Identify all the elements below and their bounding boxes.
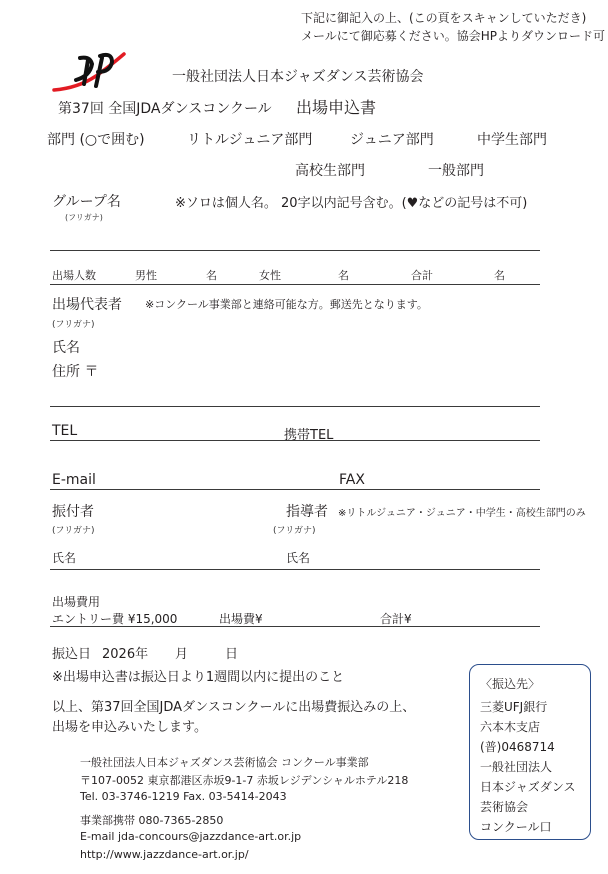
division-option-junior[interactable]: ジュニア部門 <box>350 132 434 148</box>
transfer-date-label: 振込日 <box>52 647 92 662</box>
count-female-label: 女性 <box>259 269 281 282</box>
representative-note: ※コンクール事業部と連絡可能な方。郵送先となります。 <box>145 298 428 311</box>
contest-name: 第37回 全国JDAダンスコンクール <box>58 101 272 117</box>
instructor-name-label: 氏名 <box>286 551 311 565</box>
division-option-little-junior[interactable]: リトルジュニア部門 <box>187 132 313 148</box>
group-name-furigana: (フリガナ) <box>65 213 103 222</box>
fax-label: FAX <box>339 472 365 488</box>
count-male-label: 男性 <box>135 269 157 282</box>
contact-url[interactable]: http://www.jazzdance-art.or.jp/ <box>80 848 249 861</box>
contact-org: 一般社団法人日本ジャズダンス芸術協会 コンクール事業部 <box>80 756 369 769</box>
instruction-note-line1: 下記に御記入の上、(この頁をスキャンしていただき) <box>301 11 587 25</box>
count-total-unit: 名 <box>494 269 505 282</box>
address-line[interactable] <box>50 406 540 407</box>
bank-line: 芸術協会 <box>480 800 529 814</box>
declaration-line2: 出場を申込みいたします。 <box>52 720 207 735</box>
count-label: 出場人数 <box>52 269 96 282</box>
transfer-day: 日 <box>225 647 239 662</box>
count-male-unit: 名 <box>206 269 217 282</box>
contact-address: 〒107-0052 東京都港区赤坂9-1-7 赤坂レジデンシャルホテル218 <box>80 774 409 787</box>
division-option-high-school[interactable]: 高校生部門 <box>295 163 365 179</box>
tel-line[interactable] <box>50 440 540 441</box>
count-female-unit: 名 <box>338 269 349 282</box>
division-label: 部門 (○で囲む) <box>47 132 145 148</box>
tel-label: TEL <box>52 423 78 439</box>
jda-logo <box>50 50 130 94</box>
mobile-tel-label: 携帯TEL <box>284 428 334 443</box>
bank-line: 一般社団法人 <box>480 760 553 774</box>
representative-label: 出場代表者 <box>52 297 122 313</box>
bank-title: 〈振込先〉 <box>480 677 541 691</box>
group-name-note: ※ソロは個人名。 20字以内記号含む。(♥などの記号は不可) <box>175 196 528 211</box>
contact-mobile: 事業部携帯 080-7365-2850 <box>80 814 224 827</box>
bank-line: 六本木支店 <box>480 720 541 734</box>
count-line[interactable] <box>50 284 540 285</box>
deadline-note: ※出場申込書は振込日より1週間以内に提出のこと <box>52 670 345 685</box>
group-name-label: グループ名 <box>52 194 121 210</box>
division-option-general[interactable]: 一般部門 <box>428 163 484 179</box>
count-total-label: 合計 <box>411 269 433 282</box>
representative-name-label: 氏名 <box>52 340 80 356</box>
address-label: 住所 〒 <box>52 364 99 380</box>
names-line[interactable] <box>50 569 540 570</box>
instruction-note-line2: メールにて御応募ください。協会HPよりダウンロード可 <box>301 29 606 43</box>
participation-fee-label: 出場費¥ <box>219 612 263 626</box>
email-line[interactable] <box>50 489 540 490</box>
bank-line: 日本ジャズダンス <box>480 780 576 794</box>
bank-line: 三菱UFJ銀行 <box>480 700 548 714</box>
fee-label: 出場費用 <box>52 595 101 609</box>
representative-furigana: (フリガナ) <box>52 320 95 330</box>
fee-line[interactable] <box>50 626 540 627</box>
bank-line: コンクール口 <box>480 820 552 834</box>
fee-total-label: 合計¥ <box>380 612 412 626</box>
choreographer-name-label: 氏名 <box>52 551 77 565</box>
transfer-year: 2026年 <box>102 647 149 662</box>
choreographer-label: 振付者 <box>52 504 94 520</box>
instructor-furigana: (フリガナ) <box>273 526 316 536</box>
declaration-line1: 以上、第37回全国JDAダンスコンクールに出場費振込みの上、 <box>52 700 416 715</box>
contact-email[interactable]: E-mail jda-concours@jazzdance-art.or.jp <box>80 830 302 843</box>
instructor-label: 指導者 <box>286 504 328 520</box>
choreographer-furigana: (フリガナ) <box>52 526 95 536</box>
form-title: 出場申込書 <box>296 98 377 117</box>
transfer-month: 月 <box>175 647 189 662</box>
contact-tel-fax: Tel. 03-3746-1219 Fax. 03-5414-2043 <box>80 790 287 803</box>
org-name: 一般社団法人日本ジャズダンス芸術協会 <box>172 69 424 85</box>
group-name-line[interactable] <box>50 250 540 251</box>
bank-line: (普)0468714 <box>480 740 555 754</box>
division-option-middle-school[interactable]: 中学生部門 <box>477 132 547 148</box>
entry-fee: エントリー費 ¥15,000 <box>52 612 178 626</box>
email-label: E-mail <box>52 472 96 488</box>
instructor-note: ※リトルジュニア・ジュニア・中学生・高校生部門のみ <box>338 508 586 519</box>
